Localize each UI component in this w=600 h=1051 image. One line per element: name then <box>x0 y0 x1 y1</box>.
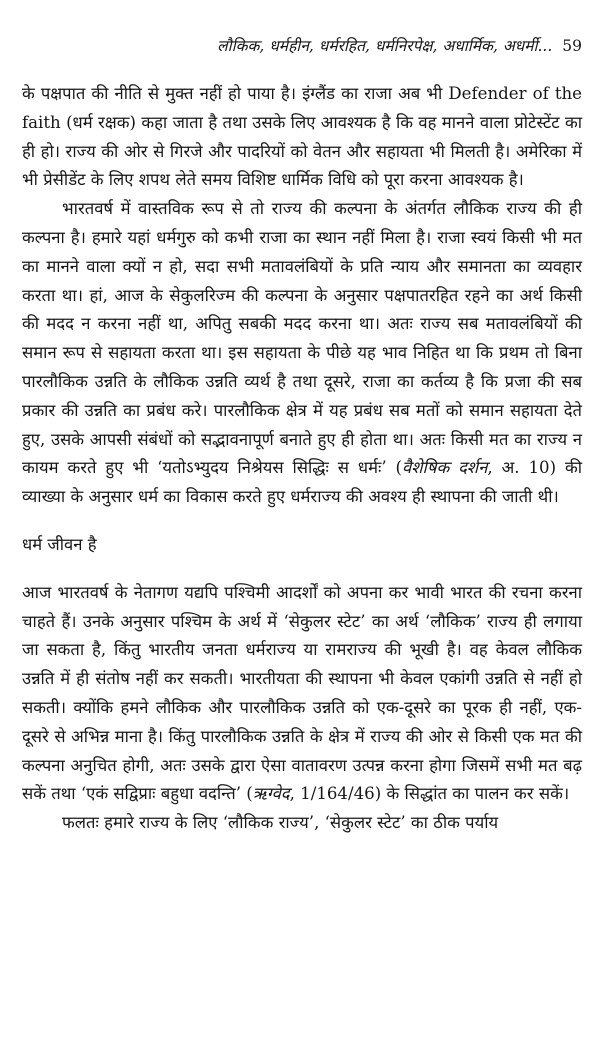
paragraph-4: फलतः हमारे राज्य के लिए ‘लौकिक राज्य’, ‘सेकुलर स्टेट’ का ठीक पर्याय <box>62 813 499 833</box>
paragraph-3 <box>22 579 582 809</box>
paragraph-1: के पक्षपात की नीति से मुक्त नहीं हो पाया है। इंग्लैंड का राजा अब भी Defender of the faith (धर्म रक्षक) कहा जाता है तथा उसके लिए आवश्यक है कि वह मानने वाला प्रोटेस्टेंट का ही हो। राज्य की ओर से गिरजे और पादरियों को वेतन और सहायता भी मिलती है। अमेरिका में भी प्रेसीडेंट के लिए शपथ लेते समय विशिष्ट धार्मिक विधि को पूरा करना आवश्यक है। <box>22 84 582 190</box>
paragraph-2-part-b: , अ. 10) की व्याख्या के अनुसार धर्म का विकास करते हुए धर्मराज्य की अवश्य ही स्थापना की जाती थी। <box>22 458 582 507</box>
paragraph-2 <box>22 195 582 512</box>
running-title: लौकिक, धर्महीन, धर्मरहित, धर्मनिरपेक्ष, अधार्मिक, अधर्मी... <box>217 37 553 55</box>
paragraph-3-part-a: आज भारतवर्ष के नेतागण यद्यपि पश्चिमी आदर्शों को अपना कर भावी भारत की रचना करना चाहते हैं। उनके अनुसार पश्चिम के अर्थ में ‘सेकुलर स्टेट’ का अर्थ ‘लौकिक’ राज्य ही लगाया जा सकता है, किंतु भारतीय जनता धर्मराज्य या रामराज्य की भूखी है। वह केवल लौकिक उन्नति में ही संतोष नहीं कर सकती। भारतीयता की स्थापना भी केवल एकांगी उन्नति से नहीं हो सकती। क्योंकि हमने लौकिक और पारलौकिक उन्नति को एक-दूसरे का पूरक ही नहीं, एक-दूसरे से अभिन्न माना है। किंतु पारलौकिक उन्नति के क्षेत्र में राज्य की ओर से किसी एक मत की कल्पना अनुचित होगी, अतः उसके द्वारा ऐसा वातावरण उत्पन्न करना होगा जिसमें सभी मत बढ़ सकें तथा ‘एकं सद्विप्राः बहुधा वदन्ति’ ( <box>22 582 582 804</box>
section-heading: धर्म जीवन है <box>22 534 97 554</box>
body-text <box>22 80 582 838</box>
page-number: 59 <box>562 37 582 55</box>
paragraph-3-part-b: , 1/164/46) के सिद्धांत का पालन कर सकें। <box>289 784 570 804</box>
paragraph-2-part-a: भारतवर्ष में वास्तविक रूप से तो राज्य की कल्पना के अंतर्गत लौकिक राज्य की ही कल्पना है। हमारे यहां धर्मगुरु को कभी राजा का स्थान नहीं मिला है। राजा स्वयं किसी भी मत का मानने वाला क्यों न हो, सदा सभी मतावलंबियों के प्रति न्याय और समानता का व्यवहार करता था। हां, आज के सेकुलरिज्म की कल्पना के अनुसार पक्षपातरहित रहने का अर्थ किसी की मदद न करना नहीं था, अपितु सबकी मदद करना था। अतः राज्य सब मतावलंबियों की समान रूप से सहायता करता था। इस सहायता के पीछे यह भाव निहित था कि प्रथम तो बिना पारलौकिक उन्नति के लौकिक उन्नति व्यर्थ है तथा दूसरे, राजा का कर्तव्य है कि प्रजा की सब प्रकार की उन्नति का प्रबंध करे। पारलौकिक क्षेत्र में यह प्रबंध सब मतों को समान सहायता देते हुए, उसके आपसी संबंधों को सद्भावनापूर्ण बनाते हुए ही होता था। अतः किसी मत का राज्य न कायम करते हुए भी ‘यतोऽभ्युदय निश्रेयस सिद्धिः स धर्मः’ ( <box>22 199 582 478</box>
citation-vaisheshik: वैशेषिक दर्शन <box>402 458 488 478</box>
citation-rigveda: ऋग्वेद <box>252 784 290 804</box>
running-header <box>22 34 582 56</box>
